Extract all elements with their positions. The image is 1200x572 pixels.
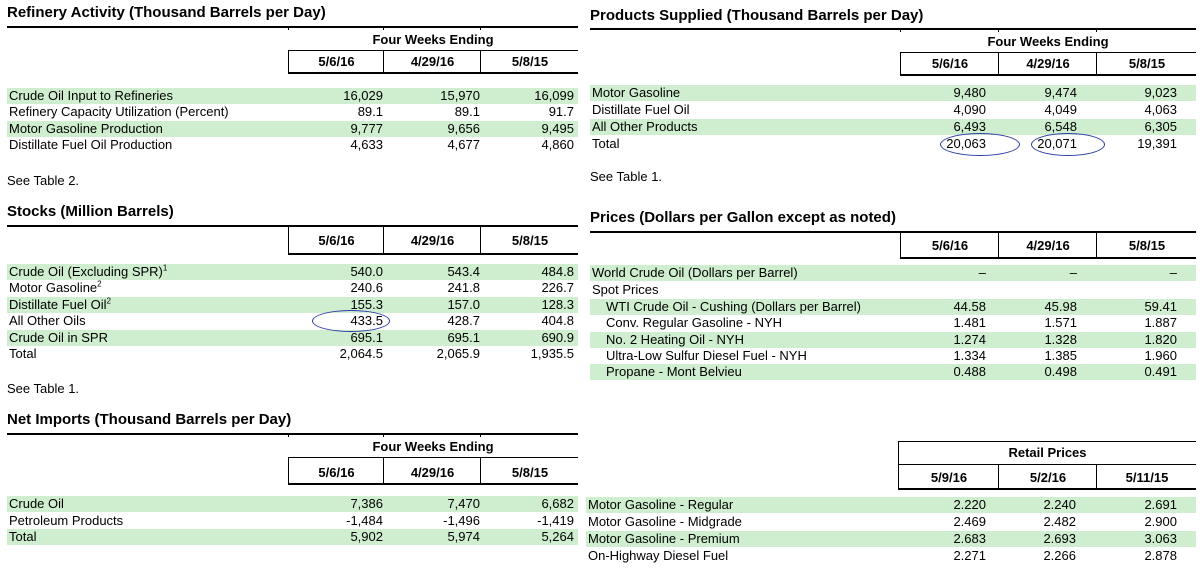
- table-row: Conv. Regular Gasoline - NYH 1.481 1.571 1.887: [606, 315, 1177, 330]
- table-row: All Other Products 6,493 6,548 6,305: [590, 119, 1196, 135]
- table-row: Crude Oil (Excluding SPR)$^1$ 540.0 543.4 484.8: [7, 264, 578, 280]
- col-header: 5/6/16: [288, 28, 384, 72]
- table-row: Motor Gasoline - Midgrade 2.469 2.482 2.900: [588, 514, 1177, 529]
- table-row: Motor Gasoline 9,480 9,474 9,023: [590, 85, 1196, 101]
- products-header: [900, 30, 1196, 76]
- table-row: Total 5,902 5,974 5,264: [7, 529, 578, 545]
- table-note: See Table 1.: [7, 381, 80, 396]
- highlight-circle: [312, 310, 390, 332]
- col-header: 5/8/15: [1096, 30, 1197, 74]
- col-header: 5/8/15: [480, 28, 579, 72]
- table-row: Motor Gasoline Production 9,777 9,656 9,495: [7, 121, 578, 137]
- highlight-circle: [1031, 133, 1105, 156]
- span-header: Retail Prices: [898, 442, 1196, 465]
- refinery-title: Refinery Activity (Thousand Barrels per Day): [7, 4, 326, 21]
- table-row: Crude Oil 7,386 7,470 6,682: [7, 496, 578, 512]
- table-row: Refinery Capacity Utilization (Percent) 89.1 89.1 91.7: [9, 104, 574, 119]
- table-note: See Table 1.: [590, 169, 663, 184]
- table-row: Spot Prices: [592, 282, 659, 297]
- table-note: See Table 2.: [7, 173, 80, 188]
- table-row: Propane - Mont Belvieu 0.488 0.498 0.491: [590, 364, 1196, 380]
- span-header: Four Weeks Ending: [288, 30, 578, 51]
- col-header: 4/29/16: [383, 28, 481, 72]
- products-title: Products Supplied (Thousand Barrels per Day): [590, 7, 924, 24]
- table-row: Crude Oil Input to Refineries 16,029 15,970 16,099: [7, 88, 578, 104]
- stocks-title: Stocks (Million Barrels): [7, 203, 174, 220]
- col-header: 4/29/16: [383, 435, 481, 483]
- prices-header: [900, 233, 1196, 259]
- table-row: Ultra-Low Sulfur Diesel Fuel - NYH 1.334 1.385 1.960: [606, 348, 1177, 363]
- refinery-header: [288, 28, 578, 74]
- table-row: Motor Gasoline - Regular 2.220 2.240 2.691: [586, 497, 1196, 513]
- retail-header: [898, 441, 1196, 490]
- col-header: 4/29/16: [383, 227, 481, 253]
- table-row: All Other Oils 433.5 428.7 404.8: [9, 313, 574, 328]
- table-row: Distillate Fuel Oil Production 4,633 4,677 4,860: [9, 137, 574, 152]
- span-header: Four Weeks Ending: [900, 32, 1196, 53]
- table-row: Total 20,063 20,071 19,391: [592, 136, 1177, 151]
- col-header: 5/6/16: [900, 233, 999, 257]
- table-row: World Crude Oil (Dollars per Barrel) – – –: [590, 265, 1196, 281]
- table-row: Distillate Fuel Oil 4,090 4,049 4,063: [592, 102, 1177, 117]
- table-row: Motor Gasoline - Premium 2.683 2.693 3.063: [586, 531, 1196, 547]
- col-header: 5/11/15: [1096, 442, 1197, 488]
- col-header: 5/8/15: [480, 435, 579, 483]
- imports-title: Net Imports (Thousand Barrels per Day): [7, 411, 292, 428]
- col-header: 5/2/16: [998, 442, 1097, 488]
- imports-header: [288, 435, 578, 485]
- table-row: Distillate Fuel Oil$^2$ 155.3 157.0 128.3: [7, 297, 578, 313]
- highlight-circle: [940, 133, 1020, 156]
- table-row: WTI Crude Oil - Cushing (Dollars per Barrel) 44.58 45.98 59.41: [590, 299, 1196, 315]
- table-row: On-Highway Diesel Fuel 2.271 2.266 2.878: [588, 548, 1177, 563]
- table-row: Motor Gasoline$^2$ 240.6 241.8 226.7: [9, 279, 574, 295]
- col-header: 5/6/16: [288, 227, 384, 253]
- table-row: Crude Oil in SPR 695.1 695.1 690.9: [7, 330, 578, 346]
- col-header: 5/8/15: [480, 227, 579, 253]
- table-row: No. 2 Heating Oil - NYH 1.274 1.328 1.820: [590, 332, 1196, 348]
- col-header: 5/6/16: [288, 435, 384, 483]
- table-row: Petroleum Products -1,484 -1,496 -1,419: [9, 513, 574, 528]
- col-header: 5/6/16: [900, 30, 999, 74]
- span-header: Four Weeks Ending: [288, 437, 578, 458]
- col-header: 5/8/15: [1096, 233, 1197, 257]
- col-header: 4/29/16: [998, 30, 1097, 74]
- prices-title: Prices (Dollars per Gallon except as noted): [590, 209, 896, 226]
- col-header: 4/29/16: [998, 233, 1097, 257]
- table-row: Total 2,064.5 2,065.9 1,935.5: [9, 346, 574, 361]
- stocks-header: [288, 227, 578, 255]
- col-header: 5/9/16: [898, 442, 999, 488]
